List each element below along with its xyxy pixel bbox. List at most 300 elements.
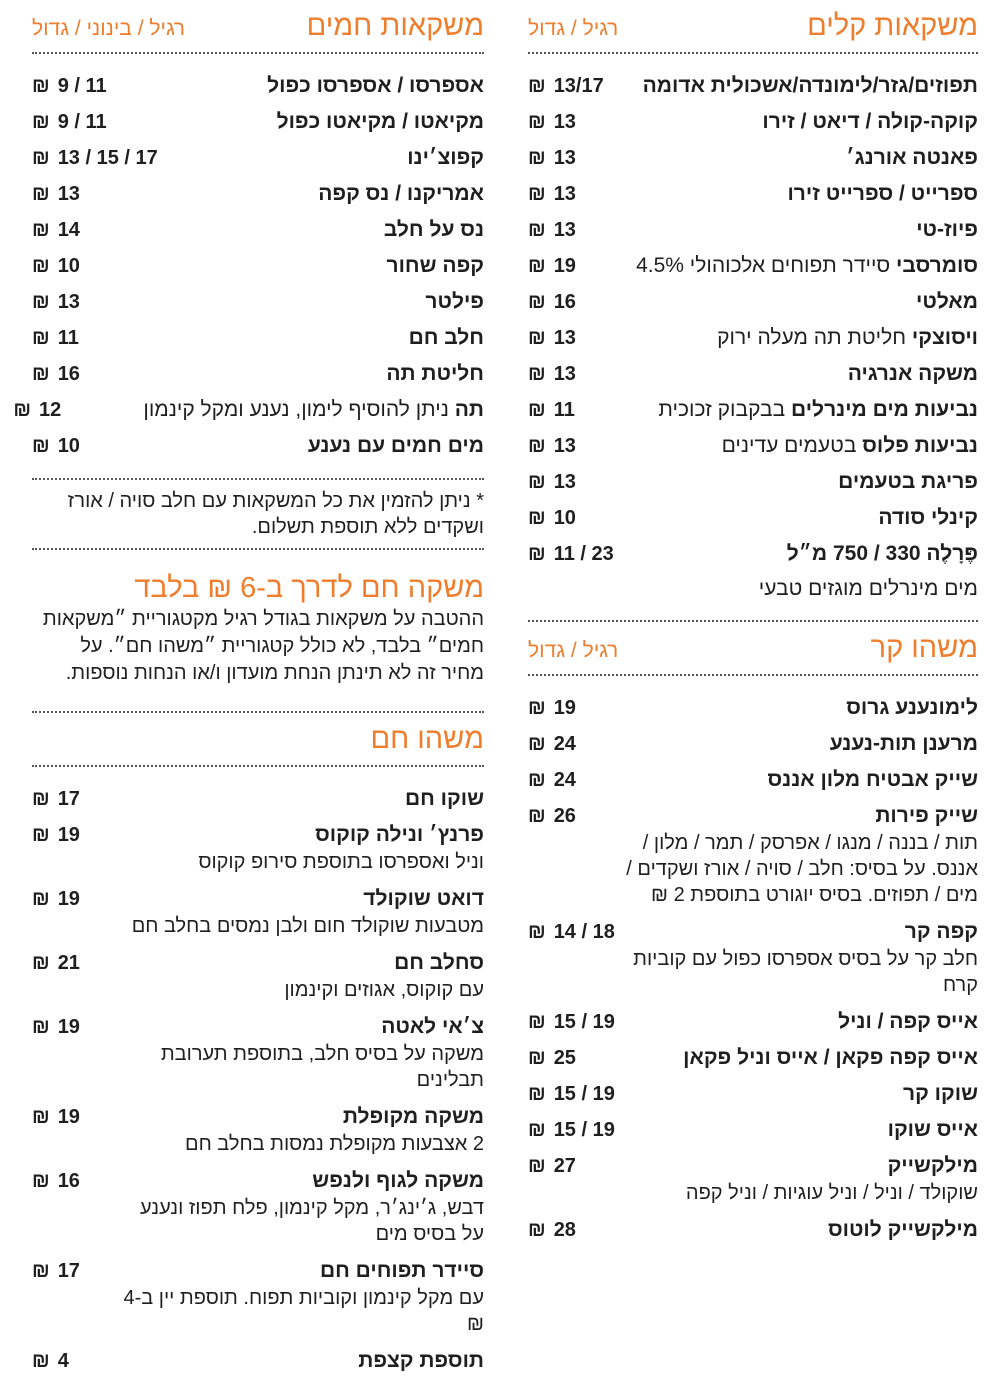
item-price — [528, 216, 618, 244]
item-label — [846, 144, 978, 172]
item-name: פילטר — [425, 290, 484, 313]
item-label — [386, 360, 484, 388]
menu-item — [528, 1076, 978, 1112]
currency-symbol: ₪ — [528, 697, 546, 719]
item-label — [686, 1152, 978, 1206]
item-label — [762, 108, 978, 136]
price-value: 28 — [553, 1219, 576, 1241]
item-label — [878, 504, 978, 532]
menu-item — [13, 392, 484, 428]
currency-symbol: ₪ — [32, 75, 50, 97]
item-price — [528, 108, 618, 136]
currency-symbol: ₪ — [32, 1350, 50, 1372]
item-label — [358, 1347, 484, 1375]
menu-item — [528, 104, 978, 140]
something-hot-title: משהו חם — [370, 723, 484, 755]
currency-symbol: ₪ — [32, 327, 50, 349]
item-description: מטבעות שוקולד חום ולבן נמסים בחלב חם — [131, 915, 484, 937]
menu-item — [528, 248, 978, 284]
currency-symbol: ₪ — [528, 507, 546, 529]
divider — [32, 548, 484, 550]
item-price — [528, 694, 618, 722]
item-label — [683, 1044, 978, 1072]
item-price — [32, 1257, 122, 1285]
item-price — [528, 144, 618, 172]
item-label — [407, 144, 484, 172]
item-name: אספרסו / אספרסו כפול — [267, 74, 484, 97]
price-value: 9 / 11 — [57, 111, 107, 133]
price-value: 13 — [553, 363, 576, 385]
item-name: פיוז-טי — [916, 218, 978, 241]
menu-item — [528, 320, 978, 356]
item-label — [722, 432, 978, 460]
currency-symbol: ₪ — [32, 952, 50, 974]
item-name: אייס קפה / וניל — [838, 1010, 978, 1033]
item-price — [528, 1216, 618, 1244]
item-name: דואט שוקולד — [363, 887, 484, 910]
menu-item — [32, 1163, 484, 1247]
item-price — [32, 949, 122, 977]
item-label — [838, 1008, 978, 1036]
menu-item — [32, 1009, 484, 1093]
hot-drinks-title: משקאות חמים — [306, 10, 484, 42]
cold-drinks-header — [528, 622, 978, 674]
currency-symbol: ₪ — [528, 255, 546, 277]
price-value: 16 — [57, 1170, 80, 1192]
price-value: 11 / 23 — [553, 543, 614, 565]
something-hot-header — [32, 713, 484, 765]
right-column — [528, 0, 978, 1248]
item-name: חלב חם — [408, 326, 484, 349]
price-value: 19 — [57, 1106, 80, 1128]
menu-item — [528, 1040, 978, 1076]
item-description: שוקולד / וניל / וניל עוגיות / וניל קפה — [685, 1182, 978, 1204]
item-label — [717, 324, 978, 352]
light-drinks-footnote: מים מינרלים מוגזים טבעי — [758, 577, 978, 600]
item-name: אייס שוקו — [887, 1118, 978, 1141]
item-price — [32, 324, 162, 352]
item-name: סחלב חם — [394, 951, 484, 974]
currency-symbol: ₪ — [528, 327, 546, 349]
price-value: 13 — [57, 183, 80, 205]
currency-symbol: ₪ — [528, 291, 546, 313]
item-name: מילקשייק — [887, 1154, 978, 1177]
cold-drinks-title: משהו קר — [870, 632, 978, 664]
item-label — [122, 1167, 484, 1247]
menu-item — [32, 1343, 484, 1379]
item-price — [32, 785, 122, 813]
item-label — [888, 1116, 978, 1144]
item-label — [143, 396, 484, 424]
item-note: חליטת תה מעלה ירוק — [717, 326, 907, 349]
item-price — [32, 216, 162, 244]
menu-item — [528, 762, 978, 798]
item-name: סומרסבי — [896, 254, 978, 277]
currency-symbol: ₪ — [32, 435, 50, 457]
currency-symbol: ₪ — [528, 219, 546, 241]
item-price — [32, 180, 162, 208]
currency-symbol: ₪ — [32, 363, 50, 385]
item-label — [787, 180, 978, 208]
price-value: 21 — [57, 952, 80, 974]
currency-symbol: ₪ — [32, 824, 50, 846]
item-price — [528, 288, 618, 316]
item-price — [32, 252, 162, 280]
currency-symbol: ₪ — [528, 543, 546, 565]
currency-symbol: ₪ — [528, 111, 546, 133]
item-price — [528, 396, 618, 424]
currency-symbol: ₪ — [32, 255, 50, 277]
menu-item — [32, 881, 484, 939]
promo-text: ההטבה על משקאות בגודל רגיל מקטגוריית ״משקאות חמים״ בלבד, לא כולל קטגוריית ״משהו חם״. על מחיר זה לא תינתן הנחת מועדון ו/או הנחות נוספות. — [42, 608, 484, 684]
currency-symbol: ₪ — [528, 399, 546, 421]
item-label — [384, 216, 484, 244]
item-name: קוקה-קולה / דיאט / זירו — [762, 110, 978, 133]
item-label — [916, 288, 978, 316]
item-label — [830, 730, 978, 758]
menu-item — [528, 392, 978, 428]
item-description: משקה על בסיס חלב, בתוספת תערובת תבלינים — [160, 1043, 484, 1091]
currency-symbol: ₪ — [32, 219, 50, 241]
hot-drinks-header — [32, 0, 484, 52]
item-name: פאנטה אורנג׳ — [846, 146, 978, 169]
item-price — [528, 72, 618, 100]
cold-drinks-size-header: רגיל / גדול — [528, 639, 619, 662]
price-value: 13/17 — [553, 75, 604, 97]
item-name: ויסוצקי — [911, 326, 978, 349]
menu-item — [528, 500, 978, 536]
item-label — [425, 288, 484, 316]
hot-drinks-size-header: רגיל / בינוני / גדול — [32, 17, 186, 40]
item-label — [916, 216, 978, 244]
item-price — [32, 1013, 122, 1041]
currency-symbol: ₪ — [528, 471, 546, 493]
currency-symbol: ₪ — [528, 363, 546, 385]
price-value: 13 / 15 / 17 — [57, 147, 158, 169]
light-drinks-header — [528, 0, 978, 52]
item-name: מילקשייק לוטוס — [827, 1218, 978, 1241]
menu-item — [528, 914, 978, 998]
price-value: 24 — [553, 733, 576, 755]
item-label — [387, 252, 485, 280]
price-value: 13 — [553, 183, 576, 205]
price-value: 24 — [553, 769, 576, 791]
price-value: 27 — [553, 1155, 576, 1177]
item-label — [828, 1216, 978, 1244]
price-value: 19 — [57, 1016, 80, 1038]
price-value: 10 — [553, 507, 576, 529]
item-name: שייק אבטיח מלון אננס — [767, 768, 978, 791]
item-label — [618, 802, 978, 908]
currency-symbol: ₪ — [32, 1016, 50, 1038]
currency-symbol: ₪ — [32, 788, 50, 810]
item-name: פריגת בטעמים — [838, 470, 978, 493]
menu-item — [528, 1148, 978, 1206]
menu-item — [32, 176, 484, 212]
currency-symbol: ₪ — [32, 1260, 50, 1282]
menu-item — [528, 1212, 978, 1248]
currency-symbol: ₪ — [528, 1155, 546, 1177]
price-value: 13 — [553, 327, 576, 349]
hot-drinks-footnote: * ניתן להזמין את כל המשקאות עם חלב סויה / אורז ושקדים ללא תוספת תשלום. — [67, 490, 484, 538]
menu-item — [528, 176, 978, 212]
currency-symbol: ₪ — [32, 111, 50, 133]
price-value: 11 — [553, 399, 575, 421]
price-value: 9 / 11 — [57, 75, 107, 97]
item-note: ניתן להוסיף לימון, נענע ומקל קינמון — [143, 398, 449, 421]
item-label — [318, 180, 484, 208]
menu-item — [528, 284, 978, 320]
menu-item — [32, 781, 484, 817]
item-label — [308, 432, 484, 460]
item-price — [528, 540, 618, 568]
item-description: דבש, ג׳ינג׳ר, מקל קינמון, פלח תפוז ונענע על בסיס מים — [140, 1197, 484, 1245]
currency-symbol: ₪ — [32, 1106, 50, 1128]
item-name: תפוזים/גזר/לימונדה/אשכולית אדומה — [642, 74, 978, 97]
something-hot-list — [32, 781, 484, 1379]
item-price — [528, 1152, 618, 1180]
currency-symbol: ₪ — [528, 769, 546, 791]
price-value: 16 — [57, 363, 80, 385]
item-label — [122, 1257, 484, 1337]
item-price — [528, 802, 618, 830]
promo-title: משקה חם לדרך ב-6 ₪ בלבד — [134, 572, 484, 604]
menu-item — [32, 356, 484, 392]
price-value: 25 — [553, 1047, 576, 1069]
item-description: 2 אצבעות מקופלת נמסות בחלב חם — [185, 1133, 484, 1155]
menu-item — [528, 464, 978, 500]
cold-drinks-list — [528, 690, 978, 1248]
item-price — [528, 360, 618, 388]
price-value: 11 — [57, 327, 79, 349]
item-name: שוקו קר — [903, 1082, 978, 1105]
item-name: מאלטי — [916, 290, 978, 313]
menu-item — [32, 1099, 484, 1157]
item-price — [32, 144, 162, 172]
item-price — [32, 1167, 122, 1195]
currency-symbol: ₪ — [528, 1047, 546, 1069]
item-label — [409, 324, 484, 352]
item-note: בבקבוק זכוכית — [658, 398, 786, 421]
item-name: ספרייט / ספרייט זירו — [787, 182, 978, 205]
item-price — [32, 432, 162, 460]
item-label — [768, 766, 978, 794]
price-value: 15 / 19 — [553, 1011, 615, 1033]
currency-symbol: ₪ — [32, 147, 50, 169]
item-label — [787, 540, 978, 568]
item-label — [277, 108, 484, 136]
item-price — [32, 288, 162, 316]
item-price — [528, 918, 618, 946]
item-price — [528, 180, 618, 208]
price-value: 16 — [553, 291, 576, 313]
item-name: פרנץ׳ ונילה קוקוס — [315, 823, 484, 846]
item-name: נביעות פלוס — [862, 434, 978, 457]
item-price — [32, 1103, 122, 1131]
item-price — [32, 108, 162, 136]
item-price — [528, 766, 618, 794]
price-value: 4 — [57, 1350, 69, 1372]
item-note: סיידר תפוחים אלכוהולי 4.5% — [636, 254, 891, 277]
currency-symbol: ₪ — [32, 1170, 50, 1192]
menu-item — [528, 140, 978, 176]
price-value: 15 / 19 — [553, 1083, 615, 1105]
item-price — [528, 324, 618, 352]
item-name: אמריקנו / נס קפה — [318, 182, 484, 205]
item-description: תות / בננה / מנגו / אפרסק / תמר / מלון / אננס. על בסיס: חלב / סויה / אורז ושקדים / מים / תפוזים. בסיס יוגורט בתוספת 2 ₪ — [626, 832, 978, 906]
item-name: קפה שחור — [386, 254, 484, 277]
item-price — [32, 821, 122, 849]
menu-item — [528, 212, 978, 248]
menu-item — [32, 248, 484, 284]
price-value: 19 — [553, 697, 576, 719]
item-price — [32, 360, 162, 388]
menu-item — [32, 817, 484, 875]
menu-item — [32, 945, 484, 1003]
menu-item — [528, 690, 978, 726]
item-label — [267, 72, 484, 100]
price-value: 13 — [553, 219, 576, 241]
price-value: 12 — [39, 399, 62, 421]
item-description: וניל ואספרסו בתוספת סירופ קוקוס — [198, 851, 484, 873]
menu-item — [528, 68, 978, 104]
item-name: קינלי סודה — [878, 506, 978, 529]
price-value: 19 — [57, 888, 80, 910]
menu-item — [32, 140, 484, 176]
price-value: 13 — [553, 111, 576, 133]
menu-item — [528, 428, 978, 464]
currency-symbol: ₪ — [528, 805, 546, 827]
item-label — [132, 885, 484, 939]
currency-symbol: ₪ — [528, 435, 546, 457]
item-name: סיידר תפוחים חם — [319, 1259, 484, 1282]
currency-symbol: ₪ — [528, 1119, 546, 1141]
item-label — [185, 1103, 484, 1157]
currency-symbol: ₪ — [32, 183, 50, 205]
item-price — [528, 730, 618, 758]
item-label — [903, 1080, 978, 1108]
item-description: עם מקל קינמון וקוביות תפוח. תוספת יין ב-4 ₪ — [123, 1287, 484, 1335]
currency-symbol: ₪ — [13, 399, 32, 421]
item-label — [838, 468, 978, 496]
currency-symbol: ₪ — [528, 183, 546, 205]
light-drinks-list — [528, 68, 978, 572]
item-note: בטעמים עדינים — [721, 434, 857, 457]
menu-item — [528, 726, 978, 762]
item-price — [32, 885, 122, 913]
price-value: 14 — [57, 219, 80, 241]
item-label — [618, 918, 978, 998]
currency-symbol: ₪ — [528, 1083, 546, 1105]
menu-item — [32, 284, 484, 320]
menu-item — [528, 1112, 978, 1148]
price-value: 17 — [57, 1260, 80, 1282]
item-name: חליטת תה — [386, 362, 484, 385]
item-label — [122, 1013, 484, 1093]
menu-item — [32, 1253, 484, 1337]
item-price — [528, 468, 618, 496]
price-value: 13 — [553, 471, 576, 493]
item-name: צ׳אי לאטה — [381, 1015, 484, 1038]
menu-item — [32, 428, 484, 464]
currency-symbol: ₪ — [528, 921, 546, 943]
item-name: מים חמים עם נענע — [307, 434, 484, 457]
item-label — [284, 949, 484, 1003]
price-value: 13 — [57, 291, 80, 313]
item-label — [658, 396, 978, 424]
item-name: קפה קר — [904, 920, 978, 943]
price-value: 15 / 19 — [553, 1119, 615, 1141]
price-value: 13 — [553, 435, 576, 457]
item-name: אייס קפה פקאן / אייס וניל פקאן — [683, 1046, 978, 1069]
item-label — [846, 694, 978, 722]
menu-item — [528, 356, 978, 392]
item-price — [528, 1044, 618, 1072]
menu-item — [32, 68, 484, 104]
item-price — [528, 1080, 618, 1108]
currency-symbol: ₪ — [528, 733, 546, 755]
currency-symbol: ₪ — [32, 291, 50, 313]
item-name: משקה מקופלת — [342, 1105, 484, 1128]
menu-item — [32, 212, 484, 248]
item-name: תה — [454, 398, 484, 421]
item-price — [528, 504, 618, 532]
item-name: נביעות מים מינרלים — [791, 398, 978, 421]
item-price — [32, 72, 162, 100]
currency-symbol: ₪ — [528, 147, 546, 169]
item-name: מקיאטו / מקיאטו כפול — [276, 110, 484, 133]
item-description: חלב קר על בסיס אספרסו כפול עם קוביות קרח — [633, 948, 978, 996]
item-label — [198, 821, 484, 875]
price-value: 19 — [553, 255, 576, 277]
item-name: משקה אנרגיה — [847, 362, 978, 385]
currency-symbol: ₪ — [32, 888, 50, 910]
item-price — [528, 432, 618, 460]
menu-item — [32, 320, 484, 356]
left-column — [13, 0, 484, 1379]
item-name: תוספת קצפת — [358, 1349, 484, 1372]
currency-symbol: ₪ — [528, 1011, 546, 1033]
item-label — [405, 785, 484, 813]
item-label — [636, 252, 978, 280]
item-price — [528, 1116, 618, 1144]
item-name: פֶּרָלֶה 330 / 750 מ״ל — [786, 542, 978, 565]
item-name: מרענן תות-נענע — [829, 732, 978, 755]
menu-item — [528, 536, 978, 572]
light-drinks-footnote-row — [528, 572, 978, 606]
price-value: 17 — [57, 788, 80, 810]
item-name: שייק פירות — [875, 804, 978, 827]
menu-item — [528, 798, 978, 908]
item-description: עם קוקוס, אגוזים וקינמון — [284, 979, 484, 1001]
item-name: שוקו חם — [405, 787, 484, 810]
item-price — [13, 396, 143, 424]
light-drinks-size-header: רגיל / גדול — [528, 17, 619, 40]
menu-item — [32, 104, 484, 140]
price-value: 10 — [57, 255, 80, 277]
item-name: משקה לגוף ולנפש — [312, 1169, 484, 1192]
light-drinks-title: משקאות קלים — [807, 10, 978, 42]
price-value: 13 — [553, 147, 576, 169]
item-name: נס על חלב — [383, 218, 484, 241]
item-price — [32, 1347, 122, 1375]
price-value: 10 — [57, 435, 80, 457]
item-name: לימונענע גרוס — [846, 696, 978, 719]
price-value: 26 — [553, 805, 576, 827]
price-value: 19 — [57, 824, 80, 846]
item-label — [643, 72, 978, 100]
item-price — [528, 1008, 618, 1036]
